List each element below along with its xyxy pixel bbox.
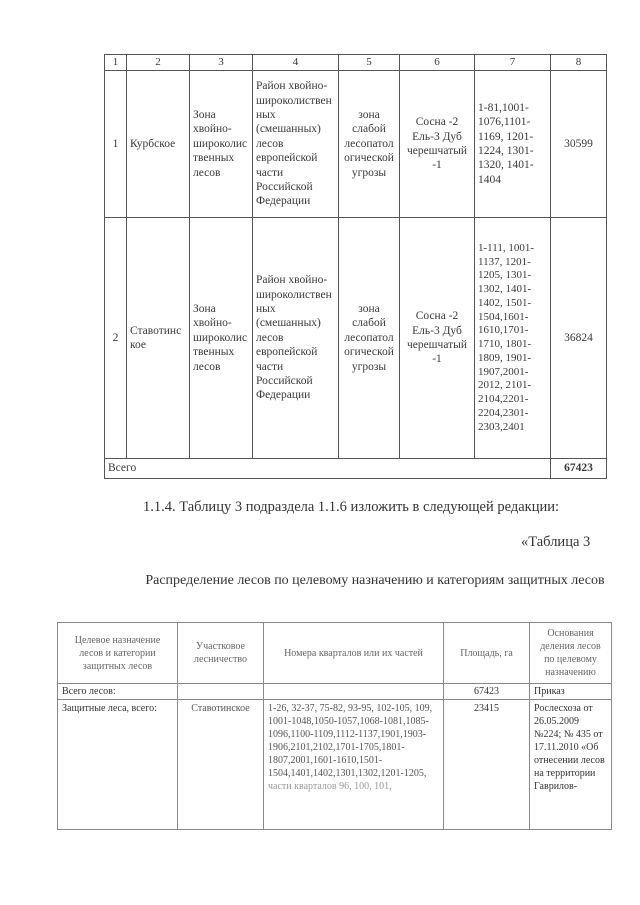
table-header-row (58, 623, 612, 684)
total-row (105, 459, 607, 479)
quarters-header: Номера кварталов или их частей (264, 623, 444, 684)
basis-top: Приказ (530, 684, 612, 700)
table-row (105, 218, 607, 459)
area-value: 36824 (551, 218, 607, 459)
forest-region: Район хвойно-широколиственных (смешанных) лесов европейской части Российской Федерации (253, 71, 339, 218)
species-composition: Сосна -2 Ель-3 Дуб черешчатый -1 (400, 218, 475, 459)
purpose-header: Целевое назначение лесов и категории защитных лесов (58, 623, 178, 684)
quarter-numbers: 1-26, 32-37, 75-82, 93-95, 102-105, 109, 1001-1048,1050-1057,1068-1081,1085-1096,1100-1109,1112-1137,1901,1903-1906,2101,2102,1701-1705,1801-1807,2001,1601-1610,1501-1504,1401,1402,1301,1302,1201-1205, (268, 703, 433, 779)
row-number: 1 (105, 71, 127, 218)
column-number-header: 8 (551, 55, 607, 71)
all-forests-area: 67423 (444, 684, 530, 700)
protective-label: Защитные леса, всего: (58, 700, 178, 830)
column-number-header: 5 (339, 55, 400, 71)
area-value: 30599 (551, 71, 607, 218)
row-number: 2 (105, 218, 127, 459)
protective-quarters (264, 700, 444, 830)
table-row (58, 684, 612, 700)
total-label: Всего (105, 459, 551, 479)
area-header: Площадь, га (444, 623, 530, 684)
forest-zone: Зона хвойно-широколиственных лесов (190, 218, 253, 459)
threat-zone: зона слабой лесопатологической угрозы (339, 71, 400, 218)
column-number-header: 2 (127, 55, 190, 71)
district-name: Ставотинское (127, 218, 190, 459)
species-composition: Сосна -2 Ель-3 Дуб черешчатый -1 (400, 71, 475, 218)
column-number-header: 6 (400, 55, 475, 71)
forest-region: Район хвойно-широколиственных (смешанных) лесов европейской части Российской Федерации (253, 218, 339, 459)
forest-zone: Зона хвойно-широколиственных лесов (190, 71, 253, 218)
district-header: Участковое лесничество (178, 623, 264, 684)
table-row (58, 700, 612, 830)
column-number-header: 1 (105, 55, 127, 71)
column-number-header: 3 (190, 55, 253, 71)
forest-purpose-table (57, 622, 612, 830)
protective-area: 23415 (444, 700, 530, 830)
quarter-numbers: 1-111, 1001-1137, 1201-1205, 1301-1302, 1401-1402, 1501-1504,1601-1610,1701-1710, 1801-1809, 1901-1907,2001-2012, 2101-2104,2201-2204,2301-2303,2401 (475, 218, 551, 459)
basis-header: Основания деления лесов по целевому назначению (530, 623, 612, 684)
column-number-header: 4 (253, 55, 339, 71)
district-name: Курбское (127, 71, 190, 218)
table-heading: Распределение лесов по целевому назначению и категориям защитных лесов (145, 573, 605, 588)
protective-district: Ставотинское (178, 700, 264, 830)
quarter-numbers: 1-81,1001-1076,1101-1169, 1201-1224, 1301-1320, 1401-1404 (475, 71, 551, 218)
table-label: «Таблица 3 (521, 534, 591, 550)
empty-cell (264, 684, 444, 700)
forest-zones-table (104, 54, 607, 479)
quarter-parts: части кварталов 96, 100, 101, (268, 781, 392, 792)
all-forests-label: Всего лесов: (58, 684, 178, 700)
threat-zone: зона слабой лесопатологической угрозы (339, 218, 400, 459)
amendment-paragraph: 1.1.4. Таблицу 3 подраздела 1.1.6 изложить в следующей редакции: (143, 499, 560, 515)
column-number-header: 7 (475, 55, 551, 71)
table-header-row (105, 55, 607, 71)
total-value: 67423 (551, 459, 607, 479)
table-row (105, 71, 607, 218)
protective-basis: Рослесхоза от 26.05.2009 №224; № 435 от 17.11.2010 «Об отнесении лесов на территории Гаврилов- (530, 700, 612, 830)
empty-cell (178, 684, 264, 700)
